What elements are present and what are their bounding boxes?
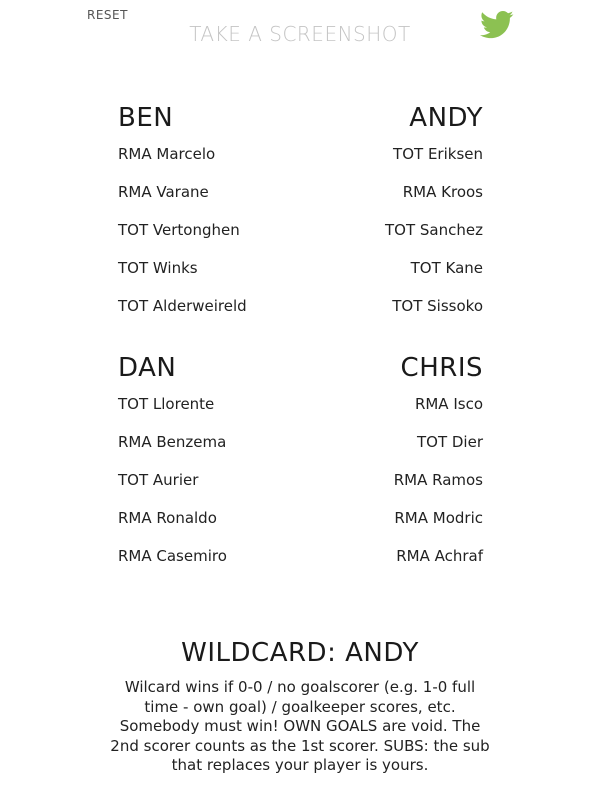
player-list — [283, 144, 483, 334]
player-list — [283, 394, 483, 584]
player-item: TOT Winks — [118, 259, 198, 277]
twitter-icon[interactable] — [480, 10, 514, 40]
player-item: RMA Casemiro — [118, 547, 227, 565]
take-screenshot-button[interactable]: TAKE A SCREENSHOT — [189, 22, 411, 46]
player-item: TOT Alderweireld — [118, 297, 247, 315]
player-item: RMA Varane — [118, 183, 209, 201]
team-name: DAN — [118, 353, 177, 383]
player-item: TOT Vertonghen — [118, 221, 240, 239]
player-item: RMA Ramos — [393, 471, 483, 489]
player-item: RMA Kroos — [402, 183, 483, 201]
player-item: TOT Llorente — [118, 395, 215, 413]
player-item: TOT Sanchez — [385, 221, 483, 239]
wildcard-rules: Wilcard wins if 0-0 / no goalscorer (e.g. 1-0 full time - own goal) / goalkeeper scores, etc. Somebody must win! OWN GOALS are void. The 2nd scorer counts as the 1st scorer. SUBS: the sub that replaces your player is yours. — [110, 678, 490, 774]
reset-button[interactable]: RESET — [87, 8, 128, 22]
player-item: RMA Achraf — [396, 547, 483, 565]
team-name: ANDY — [409, 103, 483, 133]
team-chris — [283, 352, 483, 584]
player-item: RMA Benzema — [118, 433, 227, 451]
team-andy — [283, 102, 483, 334]
player-item: RMA Isco — [414, 395, 483, 413]
player-item: TOT Dier — [416, 433, 483, 451]
player-item: TOT Sissoko — [392, 297, 483, 315]
twitter-bird-icon — [480, 10, 514, 40]
player-item: RMA Ronaldo — [118, 509, 217, 527]
player-item: TOT Aurier — [118, 471, 199, 489]
team-name: BEN — [118, 103, 174, 133]
player-item: TOT Kane — [410, 259, 483, 277]
player-item: RMA Modric — [394, 509, 483, 527]
team-name: CHRIS — [400, 353, 483, 383]
wildcard-title: WILDCARD: ANDY — [181, 638, 419, 668]
player-item: TOT Eriksen — [393, 145, 483, 163]
player-item: RMA Marcelo — [118, 145, 216, 163]
